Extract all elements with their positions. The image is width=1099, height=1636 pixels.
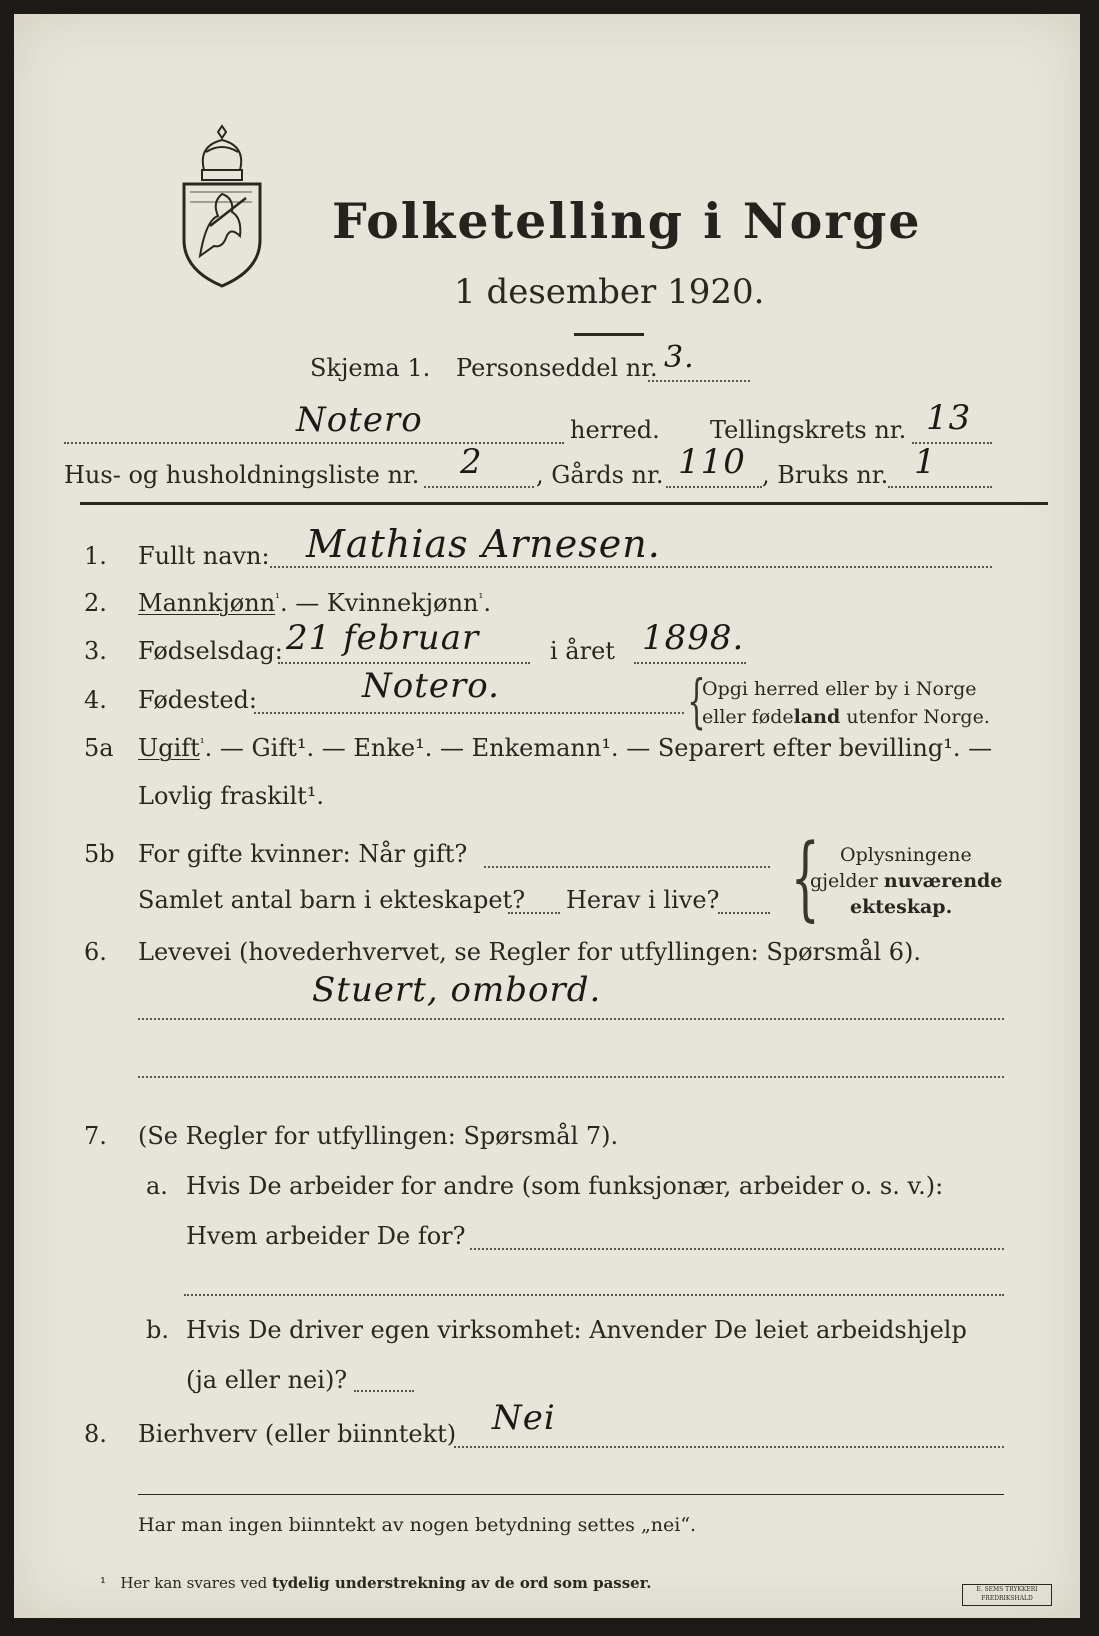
employer-line-2[interactable] <box>184 1294 1004 1296</box>
birthday-line <box>278 662 530 664</box>
q5b-when-married-label: For gifte kvinner: Når gift? <box>138 840 468 868</box>
birth-year-value[interactable]: 1898. <box>642 618 745 658</box>
footer-note: Har man ingen biinntekt av nogen betydning settes „nei“. <box>138 1514 697 1536</box>
gards-label: , Gårds nr. <box>536 461 664 489</box>
full-name-value[interactable]: Mathias Arnesen. <box>306 522 661 566</box>
q7a-text: Hvis De arbeider for andre (som funksjonær, arbeider o. s. v.): <box>186 1172 944 1200</box>
q7b-letter: b. <box>146 1316 169 1344</box>
occupation-value[interactable]: Stuert, ombord. <box>312 970 602 1010</box>
norway-coat-of-arms-icon <box>176 122 268 292</box>
employer-line[interactable] <box>470 1248 1004 1250</box>
occupation-line-2 <box>138 1076 1004 1078</box>
q5b-note-line2: gjelder nuværende <box>810 870 1003 892</box>
printer-stamp: E. SEMS TRYKKERI FREDRIKSHALD <box>962 1584 1052 1606</box>
tellingskrets-label: Tellingskrets nr. <box>710 416 907 444</box>
q5b-note-line1: Oplysningene <box>840 844 972 866</box>
hus-value[interactable]: 2 <box>460 442 483 482</box>
q5b-number: 5b <box>84 840 115 868</box>
q1-number: 1. <box>84 542 107 570</box>
q2-number: 2. <box>84 589 107 617</box>
hus-line <box>424 486 534 488</box>
herred-value[interactable]: Notero <box>296 400 423 440</box>
skjema-label: Skjema 1. <box>310 354 431 382</box>
aret-label: i året <box>550 637 615 665</box>
q7-label: (Se Regler for utfyllingen: Spørsmål 7). <box>138 1122 619 1150</box>
marital-options-line2: Lovlig fraskilt¹. <box>138 782 325 810</box>
alive-line <box>718 912 770 914</box>
when-married-line <box>484 866 770 868</box>
footnote: ¹ Her kan svares ved tydelig understrekning av de ord som passer. <box>100 1574 652 1592</box>
q1-line <box>270 566 992 568</box>
q5b-brace: { <box>790 824 820 931</box>
hus-label: Hus- og husholdningsliste nr. <box>64 461 420 489</box>
q7a-letter: a. <box>146 1172 168 1200</box>
gards-value[interactable]: 110 <box>678 442 746 482</box>
title-divider <box>574 333 644 336</box>
q3-number: 3. <box>84 637 107 665</box>
q6-number: 6. <box>84 938 107 966</box>
gender-options: Mannkjønn$^{^1}$. — Kvinnekjønn$^{^1}$. <box>138 589 491 617</box>
mannkjonn-option[interactable]: Mannkjønn <box>138 589 276 617</box>
q7b-text: Hvis De driver egen virksomhet: Anvender De leiet arbeidshjelp <box>186 1316 967 1344</box>
q3-label: Fødselsdag: <box>138 637 283 665</box>
q4-note-line2: eller fødeland utenfor Norge. <box>702 706 990 728</box>
q1-label: Fullt navn: <box>138 542 270 570</box>
birthplace-value[interactable]: Notero. <box>362 666 500 706</box>
q8-label: Bierhverv (eller biinntekt) <box>138 1420 457 1448</box>
birthday-value[interactable]: 21 februar <box>286 618 480 658</box>
herred-line <box>64 442 564 444</box>
q8-number: 8. <box>84 1420 107 1448</box>
census-form-page <box>14 14 1080 1618</box>
q5b-children-label: Samlet antal barn i ekteskapet? <box>138 886 526 914</box>
gards-line <box>666 486 762 488</box>
tellingskrets-value[interactable]: 13 <box>926 398 972 438</box>
personseddel-label: Personseddel nr. <box>456 354 658 382</box>
q7a-who-label: Hvem arbeider De for? <box>186 1222 466 1250</box>
children-line <box>508 912 560 914</box>
page-title: Folketelling i Norge <box>332 192 922 250</box>
q7-number: 7. <box>84 1122 107 1150</box>
q4-brace: { <box>687 667 706 735</box>
side-income-value[interactable]: Nei <box>492 1398 556 1438</box>
personseddel-line <box>648 380 750 382</box>
personseddel-value[interactable]: 3. <box>664 340 695 375</box>
hired-help-line[interactable] <box>354 1390 414 1392</box>
q4-note-line1: Opgi herred eller by i Norge <box>702 678 977 700</box>
section-divider <box>80 502 1048 505</box>
bruks-label: , Bruks nr. <box>762 461 889 489</box>
q7b-yesno-label: (ja eller nei)? <box>186 1366 348 1394</box>
q4-number: 4. <box>84 686 107 714</box>
year-line <box>634 662 746 664</box>
q5b-alive-label: Herav i live? <box>566 886 720 914</box>
q6-label: Levevei (hovederhvervet, se Regler for utfyllingen: Spørsmål 6). <box>138 938 922 966</box>
q5a-number: 5a <box>84 734 114 762</box>
kvinnekjonn-option[interactable]: Kvinnekjønn <box>326 589 479 617</box>
footer-divider <box>138 1494 1004 1495</box>
q4-label: Fødested: <box>138 686 257 714</box>
marital-options: Ugift$^{^1}$. — Gift¹. — Enke¹. — Enkemann¹. — Separert efter bevilling¹. — <box>138 734 993 762</box>
occupation-line <box>138 1018 1004 1020</box>
bruks-line <box>888 486 992 488</box>
side-income-line <box>454 1446 1004 1448</box>
herred-label: herred. <box>570 416 660 444</box>
bruks-value[interactable]: 1 <box>914 442 937 482</box>
census-date: 1 desember 1920. <box>454 272 765 312</box>
q5b-note-line3: ekteskap. <box>850 896 953 918</box>
birthplace-line <box>254 712 684 714</box>
ugift-option[interactable]: Ugift <box>138 734 200 762</box>
